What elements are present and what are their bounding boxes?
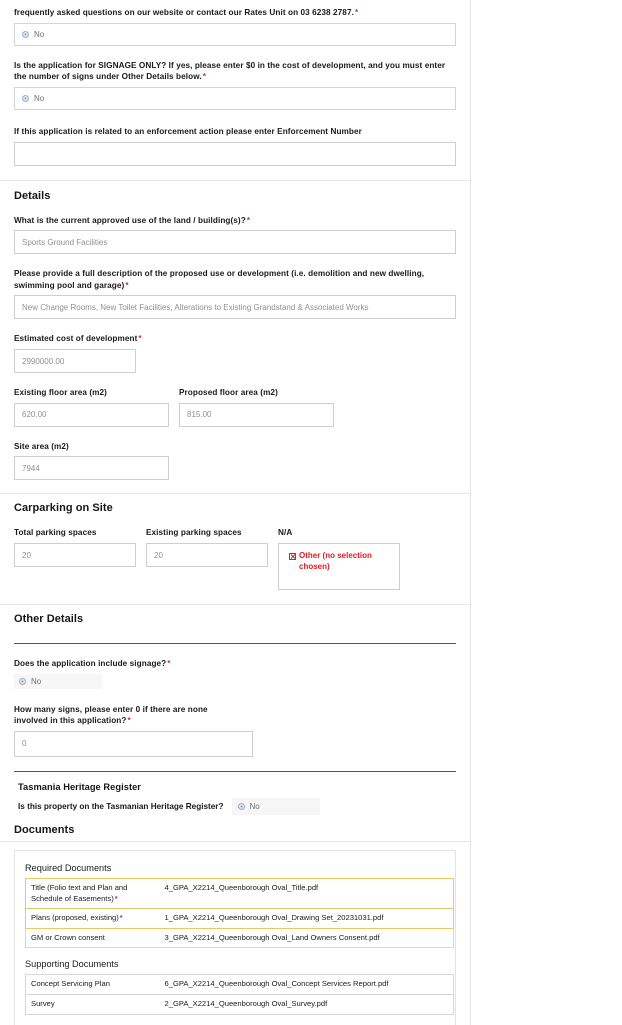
- field-label-text: What is the current approved use of the land / building(s)?: [14, 215, 246, 225]
- question-rates-unit: [0, 7, 470, 46]
- heritage-question-label: Is this property on the Tasmanian Heritage Register?: [18, 801, 224, 811]
- sign-count-value: 0: [22, 739, 27, 749]
- existing-floor-area-value: 620.00: [22, 410, 47, 420]
- required-asterisk: *: [119, 913, 123, 923]
- required-asterisk: *: [125, 280, 129, 290]
- required-asterisk: *: [138, 334, 142, 344]
- field-label: [14, 268, 456, 291]
- carparking-row: [0, 527, 470, 590]
- radio-selected-icon[interactable]: [22, 31, 29, 38]
- document-type-label: Plans (proposed, existing): [31, 913, 119, 923]
- description-input[interactable]: [14, 295, 456, 319]
- required-documents-heading: Required Documents: [25, 862, 112, 873]
- cost-input[interactable]: [14, 349, 136, 373]
- na-status-text: Other (no selection chosen): [299, 551, 372, 571]
- required-asterisk: *: [167, 659, 171, 669]
- enforcement-number-input[interactable]: [14, 142, 456, 166]
- table-row[interactable]: [26, 878, 454, 908]
- heritage-question-row: [0, 798, 470, 815]
- document-type-cell: [26, 878, 160, 908]
- field-current-use: [0, 215, 470, 255]
- existing-parking-value: 20: [154, 550, 163, 560]
- cost-value: 2990000.00: [22, 356, 65, 366]
- field-signage: [0, 658, 470, 689]
- required-asterisk: *: [354, 8, 359, 17]
- field-label-text: How many signs, please enter 0 if there are none involved in this application?: [14, 704, 208, 726]
- proposed-floor-area-value: 815.00: [187, 410, 212, 420]
- proposed-floor-area-input[interactable]: [179, 403, 334, 427]
- field-label-text: Please provide a full description of the proposed use or development (i.e. demolition and new dwelling, swimming pool and garage): [14, 269, 425, 290]
- field-existing-floor-area: [14, 387, 169, 427]
- document-file-cell[interactable]: 3_GPA_X2214_Queenborough Oval_Land Owners Consent.pdf: [160, 928, 454, 948]
- documents-heading: Documents: [14, 823, 75, 836]
- heritage-heading: Tasmania Heritage Register: [18, 781, 141, 792]
- field-label-text: Does the application include signage?: [14, 659, 167, 669]
- field-label: [14, 704, 229, 727]
- document-file-cell[interactable]: 6_GPA_X2214_Queenborough Oval_Concept Services Report.pdf: [160, 975, 454, 995]
- carparking-heading: Carparking on Site: [14, 502, 113, 515]
- field-site-area: [0, 441, 470, 481]
- total-parking-input[interactable]: [14, 543, 136, 567]
- radio-selected-icon[interactable]: [22, 95, 29, 102]
- question-enforcement-number: [0, 126, 470, 166]
- supporting-documents-table: [25, 974, 454, 1014]
- site-area-value: 7944: [22, 463, 40, 473]
- cross-box-icon: [289, 553, 296, 560]
- document-file-cell[interactable]: 1_GPA_X2214_Queenborough Oval_Drawing Set_20231031.pdf: [160, 909, 454, 929]
- radio-label: No: [249, 801, 260, 811]
- field-label: [14, 333, 456, 345]
- required-documents-table: [25, 878, 454, 949]
- question-label: [14, 7, 456, 19]
- question-label: [14, 60, 456, 83]
- field-existing-parking: [146, 527, 268, 590]
- field-cost: [0, 333, 470, 373]
- field-label: Total parking spaces: [14, 528, 97, 538]
- document-type-cell: Survey: [26, 995, 160, 1015]
- floor-area-row: [0, 387, 470, 427]
- radio-selected-icon[interactable]: [19, 678, 26, 685]
- question-label: If this application is related to an enforcement action please enter Enforcement Number: [14, 126, 362, 136]
- question-signage-only: [0, 60, 470, 110]
- required-asterisk: *: [127, 716, 131, 726]
- na-status-line: [289, 551, 392, 573]
- required-asterisk: *: [246, 215, 251, 225]
- field-label: [14, 658, 456, 670]
- field-label: [14, 215, 456, 227]
- field-sign-count: [0, 704, 470, 757]
- radio-label: No: [34, 93, 45, 103]
- document-file-cell[interactable]: 2_GPA_X2214_Queenborough Oval_Survey.pdf: [160, 995, 454, 1015]
- table-row[interactable]: [26, 975, 454, 995]
- site-area-input[interactable]: [14, 456, 169, 480]
- existing-parking-input[interactable]: [146, 543, 268, 567]
- supporting-documents-heading: Supporting Documents: [25, 959, 119, 970]
- document-type-cell: GM or Crown consent: [26, 928, 160, 948]
- document-type-cell: [26, 909, 160, 929]
- required-asterisk: *: [202, 72, 206, 82]
- document-type-label: Title (Folio text and Plan and Schedule of Easements): [31, 882, 128, 903]
- document-file-cell[interactable]: 4_GPA_X2214_Queenborough Oval_Title.pdf: [160, 878, 454, 908]
- required-asterisk: *: [114, 893, 118, 903]
- table-row[interactable]: [26, 995, 454, 1015]
- table-row[interactable]: [26, 928, 454, 948]
- field-label-text: Estimated cost of development: [14, 334, 138, 344]
- field-description: [0, 268, 470, 319]
- radio-selected-icon[interactable]: [238, 803, 245, 810]
- radio-label: No: [34, 29, 45, 39]
- field-label: Site area (m2): [14, 441, 69, 451]
- details-heading: Details: [14, 189, 51, 202]
- field-proposed-floor-area: [179, 387, 334, 427]
- current-use-input[interactable]: [14, 230, 456, 254]
- table-spacer: [21, 948, 449, 957]
- current-use-value: Sports Ground Facilities: [22, 237, 108, 247]
- field-label: Existing parking spaces: [146, 528, 242, 538]
- radio-label: No: [31, 676, 42, 686]
- field-total-parking: [14, 527, 136, 590]
- field-label: Proposed floor area (m2): [179, 388, 278, 398]
- other-details-heading: Other Details: [14, 613, 84, 626]
- document-type-cell: Concept Servicing Plan: [26, 975, 160, 995]
- field-na-parking: [278, 527, 400, 590]
- table-row[interactable]: [26, 909, 454, 929]
- field-label: N/A: [278, 528, 293, 538]
- na-selection-box[interactable]: [278, 543, 400, 590]
- field-label: Existing floor area (m2): [14, 388, 107, 398]
- radio-group-signage-only[interactable]: [14, 87, 456, 110]
- question-text: Is the application for SIGNAGE ONLY? If yes, please enter $0 in the cost of development, and you must enter the number of signs under Other Details below.: [14, 60, 446, 82]
- documents-body: [14, 850, 456, 1025]
- question-text: frequently asked questions on our website or contact our Rates Unit on 03 6238 2787.: [14, 8, 354, 17]
- description-value: New Change Rooms, New Toilet Facilities, Alterations to Existing Grandstand & Associated Works: [22, 302, 369, 312]
- existing-floor-area-input[interactable]: [14, 403, 169, 427]
- radio-group-rates-unit[interactable]: [14, 23, 456, 46]
- total-parking-value: 20: [22, 550, 31, 560]
- radio-group-heritage[interactable]: [232, 798, 320, 815]
- radio-group-signage[interactable]: [14, 674, 102, 689]
- sign-count-input[interactable]: [14, 731, 253, 757]
